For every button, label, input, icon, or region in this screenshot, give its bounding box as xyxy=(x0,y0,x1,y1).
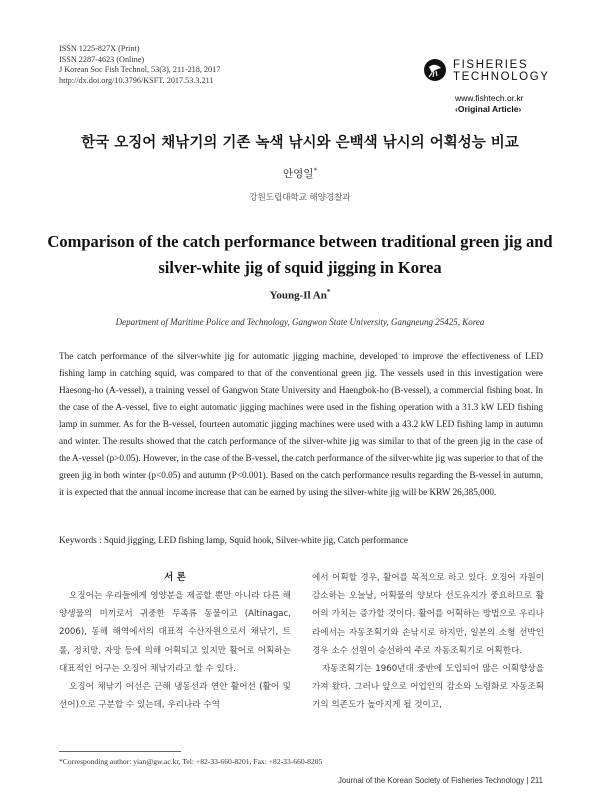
korean-author xyxy=(0,166,600,181)
page-footer: Journal of the Korean Society of Fisheries Technology | 211 xyxy=(337,776,543,785)
journal-logo xyxy=(424,57,549,119)
article-type-label: ‹Original Article› xyxy=(455,104,522,114)
logo-wordmark-line2: TECHNOLOGY xyxy=(453,71,550,83)
doi-link[interactable]: http://dx.doi.org/10.3796/KSFT. 2017.53.3.211 xyxy=(59,75,214,85)
journal-metadata xyxy=(59,44,220,86)
english-title xyxy=(40,229,560,281)
intro-paragraph-3: 에서 어획할 경우, 활어를 목적으로 하고 있다. 오징어 자원이 감소하는 오늘날, 어획물의 양보다 선도유지가 중요하므로 활어의 가치는 증가할 것이다. 활어를 어획하는 방법으로 우리나라에서는 자동조획기와 손낚시로 하지만, 일본의 소형 선박인 경우 소수 선원이 승선하여 주로 자동조획기로 어획한다. xyxy=(312,573,544,656)
korean-author-name: 안영일 xyxy=(283,168,314,180)
english-author xyxy=(0,288,600,302)
abstract: The catch performance of the silver-white jig for automatic jigging machine, developed to improve the effectiveness of LED fishing lamp in catching squid, was compared to that of the conventional green jig. The vessels used in this investigation were Haesong-ho (A-vessel), a training vessel of Gangwon State University and Haengbok-ho (B-vessel), a commercial fishing boat. In the case of the A-vessel, five to eight automatic jigging machines were used in the fishing operation with a 31.3 kW LED fishing lamp in summer. As for the B-vessel, fourteen automatic jigging machines were used with a 43.2 kW LED fishing lamp in autumn and winter. The results showed that the catch performance of the silver-white jig was similar to that of the green jig in the case of the A-vessel (p>0.05). However, in the case of the B-vessel, the catch performance of the silver-white jig was superior to that of the green jig in both winter (p<0.05) and autumn (P<0.001). Based on the catch performance results regarding the B-vessel in autumn, it is expected that the annual income increase that can be earned by using the silver-white jig will be KRW 26,385,000. xyxy=(59,351,543,497)
intro-paragraph-4: 자동조획기는 1960년대 중반에 도입되어 많은 어획향상을 가져 왔다. 그러나 앞으로 어업인의 감소와 노령화로 자동조획기의 의존도가 높아지게 될 것이고, xyxy=(312,664,544,711)
korean-affiliation: 강원도립대학교 해양경찰과 xyxy=(249,193,351,203)
english-affiliation: Department of Maritime Police and Technology, Gangwon State University, Gangneung 25425, Korea xyxy=(115,317,485,327)
issn-print: ISSN 1225-827X (Print) xyxy=(59,44,140,53)
section-heading-introduction: 서 론 xyxy=(164,572,186,583)
english-title-line2: silver-white jig of squid jigging in Korea xyxy=(158,258,442,277)
keywords: Keywords : Squid jigging, LED fishing lamp, Squid hook, Silver-white jig, Catch performance xyxy=(59,535,408,545)
corresponding-mark-en: * xyxy=(326,288,331,296)
issn-online: ISSN 2287-4623 (Online) xyxy=(59,54,145,64)
logo-wordmark xyxy=(453,59,550,83)
right-column xyxy=(312,569,544,715)
journal-url[interactable]: www.fishtech.or.kr xyxy=(455,93,524,103)
intro-paragraph-1: 오징어는 우리들에게 영양분을 제공할 뿐만 아니라 다른 해양생물의 미끼로서 귀중한 두족류 동물이고 (Altinagac, 2006), 동해 해역에서의 대표적 수산자원으로서 채낚기, 트롤, 정치망, 자망 등에 의해 어획되고 있지만 활어로 어획하는 대표적인 어구는 오징어 채낚기라고 할 수 있다. xyxy=(59,591,291,674)
footnote-divider xyxy=(59,751,181,752)
citation: J Korean Soc Fish Technol, 53(3), 211-218, 2017 xyxy=(59,65,221,75)
english-title-line1: Comparison of the catch performance between traditional green jig and xyxy=(47,232,553,251)
squid-logo-icon xyxy=(424,59,446,81)
korean-title: 한국 오징어 채낚기의 기존 녹색 낚시와 은백색 낚시의 어획성능 비교 xyxy=(81,135,519,151)
logo-wordmark-line1: FISHERIES xyxy=(453,59,529,71)
intro-paragraph-2: 오징어 채낚기 어선은 근해 냉동선과 연안 활어선 (활어 및 선어)으로 구분할 수 있는데, 우리나라 수역 xyxy=(59,682,291,711)
left-column xyxy=(59,569,291,714)
english-author-name: Young-Il An xyxy=(269,289,327,302)
corresponding-mark: * xyxy=(313,166,317,175)
corresponding-author-footnote: *Corresponding author: yian@gw.ac.kr, Tel: +82-33-660-8201, Fax: +82-33-660-8205 xyxy=(59,757,323,766)
